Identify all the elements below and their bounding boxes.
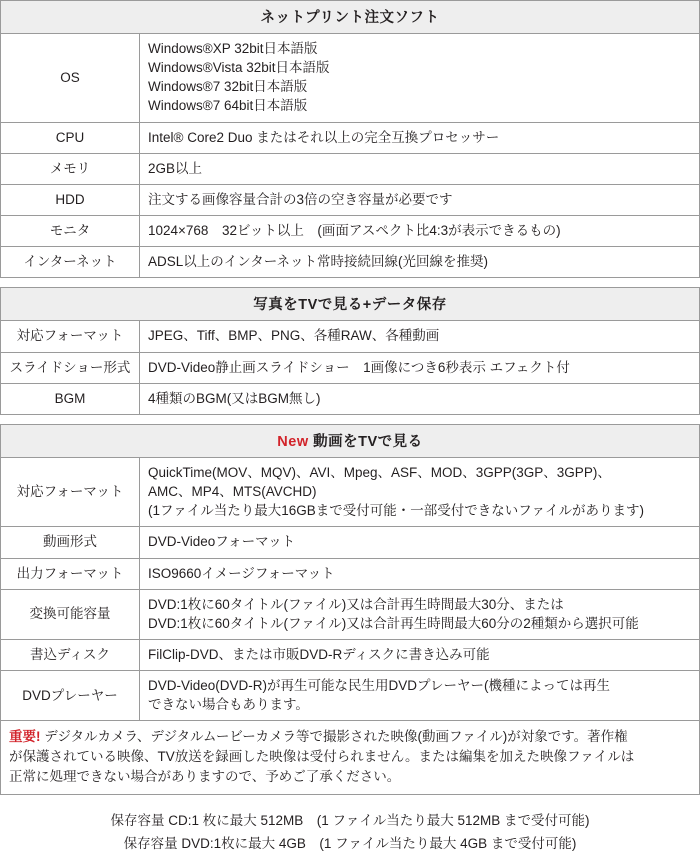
table-row	[1, 122, 700, 153]
table-row	[1, 527, 700, 558]
table-row	[1, 352, 700, 383]
note-keyword: 重要!	[9, 729, 41, 745]
value-line: Windows®7 32bit日本語版	[148, 79, 308, 95]
row-value: DVD-Video静止画スライドショー 1画像につき6秒表示 エフェクト付	[140, 352, 700, 383]
section-heading-video-tv	[0, 424, 700, 457]
spec-table-photo-tv	[0, 320, 700, 414]
row-value: ADSL以上のインターネット常時接続回線(光回線を推奨)	[140, 247, 700, 278]
row-label: 対応フォーマット	[1, 321, 140, 352]
row-value: Intel® Core2 Duo またはそれ以上の完全互換プロセッサー	[140, 122, 700, 153]
value-line: できない場合もあります。	[148, 697, 309, 713]
spec-table-print-software	[0, 33, 700, 278]
section-spacer	[0, 278, 700, 287]
row-label: BGM	[1, 383, 140, 414]
table-row	[1, 247, 700, 278]
row-label: メモリ	[1, 153, 140, 184]
table-row	[1, 184, 700, 215]
note-line: 正常に処理できない場合がありますので、予めご了承ください。	[9, 769, 401, 785]
footer-line: 保存容量 DVD:1枚に最大 4GB (1 ファイル当たり最大 4GB まで受付可能)	[123, 836, 577, 852]
row-label: 動画形式	[1, 527, 140, 558]
row-label: CPU	[1, 122, 140, 153]
row-label: 変換可能容量	[1, 589, 140, 639]
section-heading-photo-tv	[0, 287, 700, 320]
row-value: 4種類のBGM(又はBGM無し)	[140, 383, 700, 414]
row-label: 書込ディスク	[1, 639, 140, 670]
value-line: DVD:1枚に60タイトル(ファイル)又は合計再生時間最大60分の2種類から選択可能	[148, 615, 639, 631]
section-heading-text: 写真をTVで見る+データ保存	[253, 297, 447, 314]
new-badge: New	[277, 433, 309, 450]
row-value: 2GB以上	[140, 153, 700, 184]
note-line: が保護されている映像、TV放送を録画した映像は受付られません。または編集を加えた映像ファイルは	[9, 749, 635, 765]
note-text: デジタルカメラ、デジタルムービーカメラ等で撮影された映像(動画ファイル)が対象です。著作権	[40, 729, 628, 745]
table-row	[1, 639, 700, 670]
table-row	[1, 589, 700, 639]
value-line: Windows®7 64bit日本語版	[148, 98, 308, 114]
row-label: インターネット	[1, 247, 140, 278]
table-row	[1, 216, 700, 247]
footer-line: 保存容量 CD:1 枚に最大 512MB (1 ファイル当たり最大 512MB まで受付可能)	[110, 812, 590, 828]
row-value	[140, 457, 700, 526]
value-line: (1ファイル当たり最大16GBまで受付可能・一部受付できないファイルがあります)	[148, 503, 644, 519]
table-row	[1, 671, 700, 721]
row-value	[140, 589, 700, 639]
row-value: 注文する画像容量合計の3倍の空き容量が必要です	[140, 184, 700, 215]
value-line: QuickTime(MOV、MQV)、AVI、Mpeg、ASF、MOD、3GPP(3GP、3GPP)、	[148, 464, 611, 480]
important-note	[0, 721, 700, 795]
row-label: HDD	[1, 184, 140, 215]
value-line: DVD:1枚に60タイトル(ファイル)又は合計再生時間最大30分、または	[148, 596, 564, 612]
table-row	[1, 153, 700, 184]
table-row	[1, 457, 700, 526]
row-value: JPEG、Tiff、BMP、PNG、各種RAW、各種動画	[140, 321, 700, 352]
row-value: DVD-Videoフォーマット	[140, 527, 700, 558]
section-heading-text: ネットプリント注文ソフト	[260, 10, 440, 26]
row-value: ISO9660イメージフォーマット	[140, 558, 700, 589]
table-row	[1, 34, 700, 123]
row-label: 出力フォーマット	[1, 558, 140, 589]
spec-table-video-tv	[0, 457, 700, 722]
note-line	[9, 727, 691, 747]
value-line: Windows®XP 32bit日本語版	[148, 41, 318, 56]
row-value: FilClip-DVD、または市販DVD-Rディスクに書き込み可能	[140, 639, 700, 670]
row-value	[140, 34, 700, 123]
row-label: スライドショー形式	[1, 352, 140, 383]
row-label: OS	[1, 34, 140, 123]
value-line: DVD-Video(DVD-R)が再生可能な民生用DVDプレーヤー(機種によっては再生	[148, 678, 610, 694]
table-row	[1, 558, 700, 589]
row-value	[140, 671, 700, 721]
footer-capacity-info	[0, 795, 700, 855]
row-label: モニタ	[1, 216, 140, 247]
value-line: Windows®Vista 32bit日本語版	[148, 60, 330, 76]
row-value: 1024×768 32ビット以上 (画面アスペクト比4:3が表示できるもの)	[140, 216, 700, 247]
section-heading-print-software	[0, 0, 700, 33]
table-row	[1, 321, 700, 352]
row-label: 対応フォーマット	[1, 457, 140, 526]
section-heading-text: 動画をTVで見る	[308, 433, 423, 450]
table-row	[1, 383, 700, 414]
section-spacer	[0, 415, 700, 424]
row-label: DVDプレーヤー	[1, 671, 140, 721]
value-line: AMC、MP4、MTS(AVCHD)	[148, 484, 317, 500]
